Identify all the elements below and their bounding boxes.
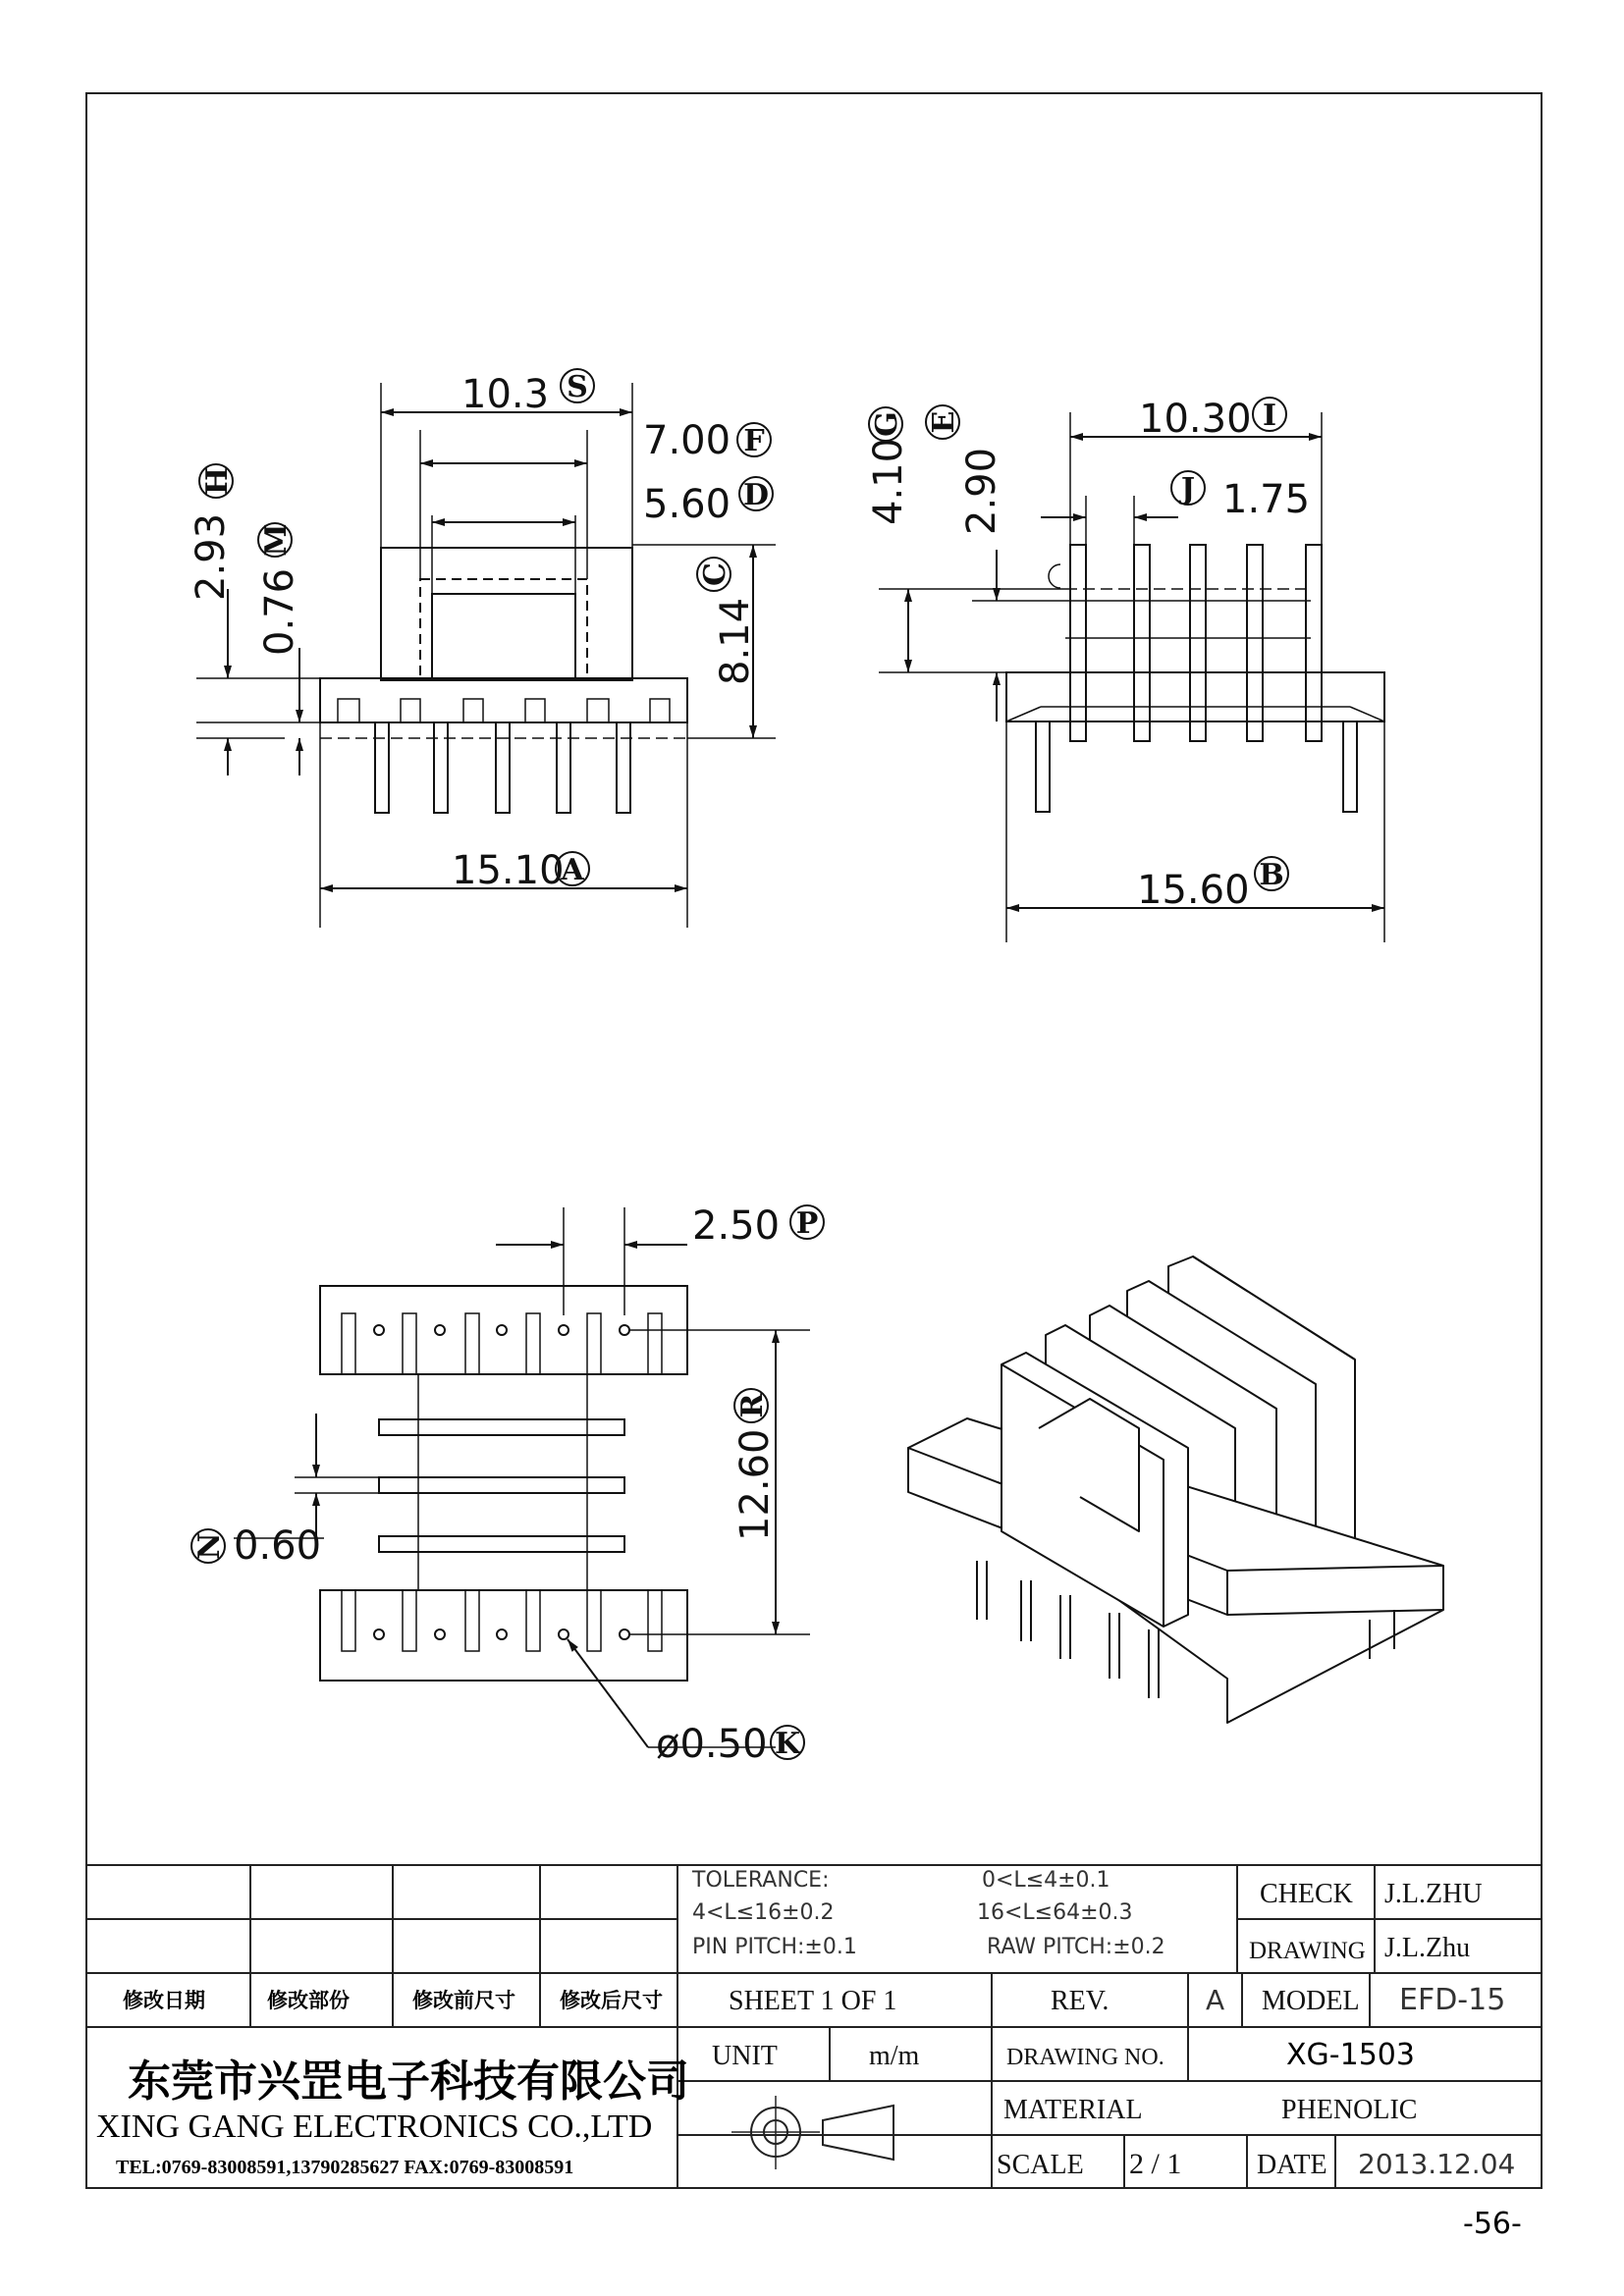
rev-col-before: 修改前尺寸 <box>412 1989 515 2012</box>
check-label: CHECK <box>1260 1879 1353 1909</box>
material-value: PHENOLIC <box>1281 2095 1418 2125</box>
dim-C-value: 8.14 <box>713 597 758 685</box>
dim-K-value: ø0.50 <box>656 1722 768 1767</box>
dim-D-value: 5.60 <box>643 482 731 527</box>
raw-pitch: RAW PITCH:±0.2 <box>987 1935 1165 1959</box>
scale-label: SCALE <box>997 2150 1084 2180</box>
drawing-no-value: XG-1503 <box>1286 2038 1415 2072</box>
dim-I-tag: I <box>1262 399 1277 433</box>
dim-P-value: 2.50 <box>692 1203 781 1249</box>
title-block-text <box>96 1868 1515 2180</box>
dim-M-value: 0.76 <box>257 567 302 656</box>
rev-col-after: 修改后尺寸 <box>560 1989 663 2012</box>
rev-col-part: 修改部份 <box>267 1989 350 2012</box>
tolerance-3: 16<L≤64±0.3 <box>977 1900 1133 1925</box>
material-label: MATERIAL <box>1003 2095 1143 2125</box>
date-label: DATE <box>1257 2150 1327 2180</box>
check-value: J.L.ZHU <box>1384 1879 1483 1909</box>
dim-R-value: 12.60 <box>732 1428 778 1541</box>
company-name-en: XING GANG ELECTRONICS CO.,LTD <box>96 2109 653 2145</box>
dim-A-tag: A <box>561 853 584 887</box>
tolerance-label: TOLERANCE: <box>692 1868 830 1893</box>
isometric-view <box>908 1256 1443 1723</box>
top-view <box>234 1207 810 1747</box>
date-value: 2013.12.04 <box>1358 2148 1516 2180</box>
tolerance-1: 0<L≤4±0.1 <box>982 1868 1110 1893</box>
dim-K-tag: K <box>774 1727 801 1761</box>
drawing-label: DRAWING <box>1249 1938 1366 1964</box>
unit-label: UNIT <box>712 2041 778 2071</box>
dim-A-value: 15.10 <box>452 848 565 893</box>
dim-F-value: 7.00 <box>643 418 731 463</box>
dim-J-value: 1.75 <box>1222 477 1311 522</box>
side-view-dims <box>866 397 1310 913</box>
sheet-info: SHEET 1 OF 1 <box>729 1986 897 2016</box>
dim-D-tag: D <box>742 478 770 512</box>
company-tel: TEL:0769-83008591,13790285627 FAX:0769-83008591 <box>116 2157 574 2178</box>
dim-H-tag: H <box>200 466 235 496</box>
pin-pitch: PIN PITCH:±0.1 <box>692 1935 857 1959</box>
dim-P-tag: P <box>795 1206 819 1241</box>
dim-I-value: 10.30 <box>1139 397 1252 442</box>
dim-S-value: 10.3 <box>461 372 550 417</box>
scale-value: 2 / 1 <box>1129 2148 1182 2180</box>
dim-H-value: 2.93 <box>189 512 234 601</box>
dim-N-value: 0.60 <box>234 1523 322 1569</box>
dim-R-tag: R <box>735 1393 770 1418</box>
drawing-value: J.L.Zhu <box>1384 1933 1471 1963</box>
dim-E-tag: E <box>927 410 961 434</box>
page-number: -56- <box>1463 2207 1522 2241</box>
dim-F-tag: F <box>743 424 765 458</box>
rev-col-date: 修改日期 <box>123 1989 205 2012</box>
dim-E-value: 2.90 <box>959 447 1004 535</box>
rev-value: A <box>1206 1984 1225 2016</box>
dim-G-tag: G <box>870 411 904 437</box>
dim-S-tag: S <box>567 370 588 404</box>
dim-M-tag: M <box>259 523 294 557</box>
dim-B-value: 15.60 <box>1137 868 1250 913</box>
top-view-dims <box>191 1203 824 1767</box>
model-label: MODEL <box>1262 1986 1360 2016</box>
company-name-cn: 东莞市兴罡电子科技有限公司 <box>128 2056 689 2107</box>
dim-J-tag: J <box>1180 472 1196 507</box>
dim-C-tag: C <box>698 562 732 586</box>
dim-G-value: 4.10 <box>866 437 911 525</box>
front-view-dims <box>189 369 773 893</box>
dim-B-tag: B <box>1259 858 1284 892</box>
tolerance-2: 4<L≤16±0.2 <box>692 1900 835 1925</box>
model-value: EFD-15 <box>1399 1983 1506 2017</box>
dim-N-tag: N <box>192 1532 227 1560</box>
unit-value: m/m <box>869 2041 920 2071</box>
drawing-no-label: DRAWING NO. <box>1006 2045 1164 2070</box>
rev-label: REV. <box>1051 1986 1110 2016</box>
